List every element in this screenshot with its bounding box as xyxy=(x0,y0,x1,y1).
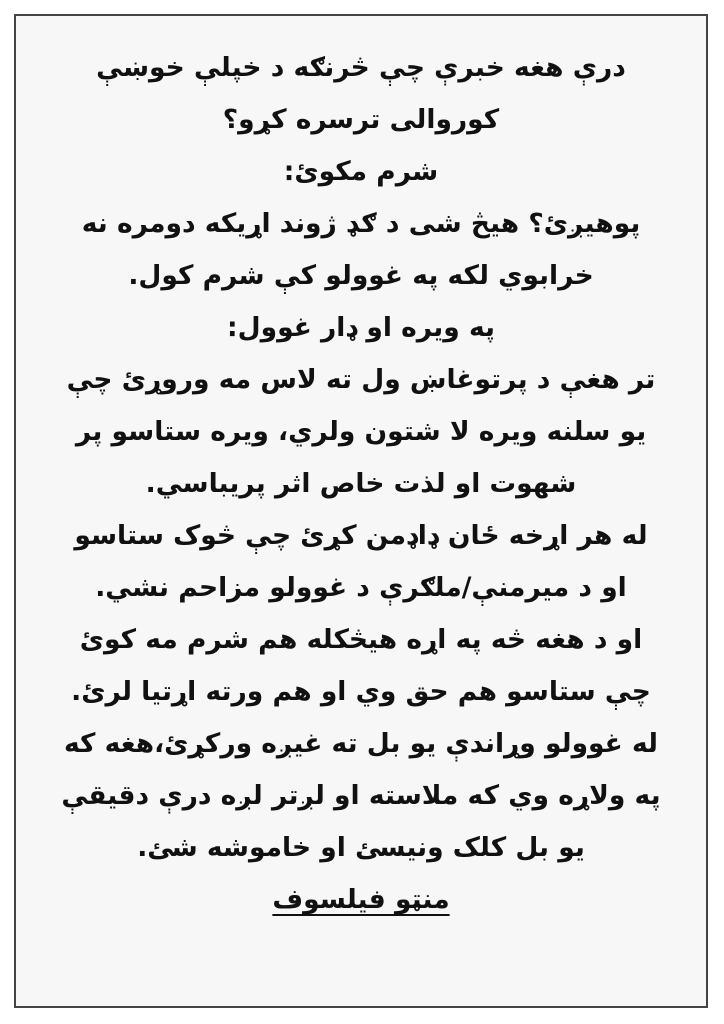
text-line: په ویره او ډار غوول: xyxy=(227,312,495,343)
article-body xyxy=(36,42,686,926)
document-page xyxy=(14,14,708,1008)
text-line: له هر اړخه ځان ډاډمن کړئ چې څوک ستاسو xyxy=(74,520,648,551)
text-line: کوروالی ترسره کړو؟ xyxy=(222,104,500,135)
author-signature: منټو فیلسوف xyxy=(272,884,450,915)
text-line: شرم مکوئ: xyxy=(283,156,439,187)
text-line: خرابوي لکه په غوولو کې شرم کول. xyxy=(128,260,594,291)
text-line: په ولاړه وي که ملاسته او لږتر لږه درې دقیقې xyxy=(61,780,661,811)
text-line: او د هغه څه په اړه هیڅکله هم شرم مه کوئ xyxy=(79,624,643,655)
text-line: شهوت او لذت خاص اثر پریباسي. xyxy=(145,468,577,499)
text-line: یو بل کلک ونیسئ او خاموشه شئ. xyxy=(137,832,585,863)
text-line: چې ستاسو هم حق وي او هم ورته اړتیا لرئ. xyxy=(71,676,651,707)
text-line: یو سلنه ویره لا شتون ولري، ویره ستاسو پر xyxy=(75,416,647,447)
text-line: پوهیږئ؟ هیڅ شی د ګډ ژوند اړیکه دومره نه xyxy=(81,208,641,239)
text-line: له غوولو وړاندې یو بل ته غیږه ورکړئ،هغه که xyxy=(63,728,659,759)
text-line: او د میرمنې/ملګرې د غوولو مزاحم نشي. xyxy=(95,572,627,603)
text-line: تر هغې د پرتوغاښ ول ته لاس مه وروړئ چې xyxy=(66,364,656,395)
text-line: درې هغه خبرې چې څرنګه د خپلې خوښې xyxy=(96,52,626,83)
